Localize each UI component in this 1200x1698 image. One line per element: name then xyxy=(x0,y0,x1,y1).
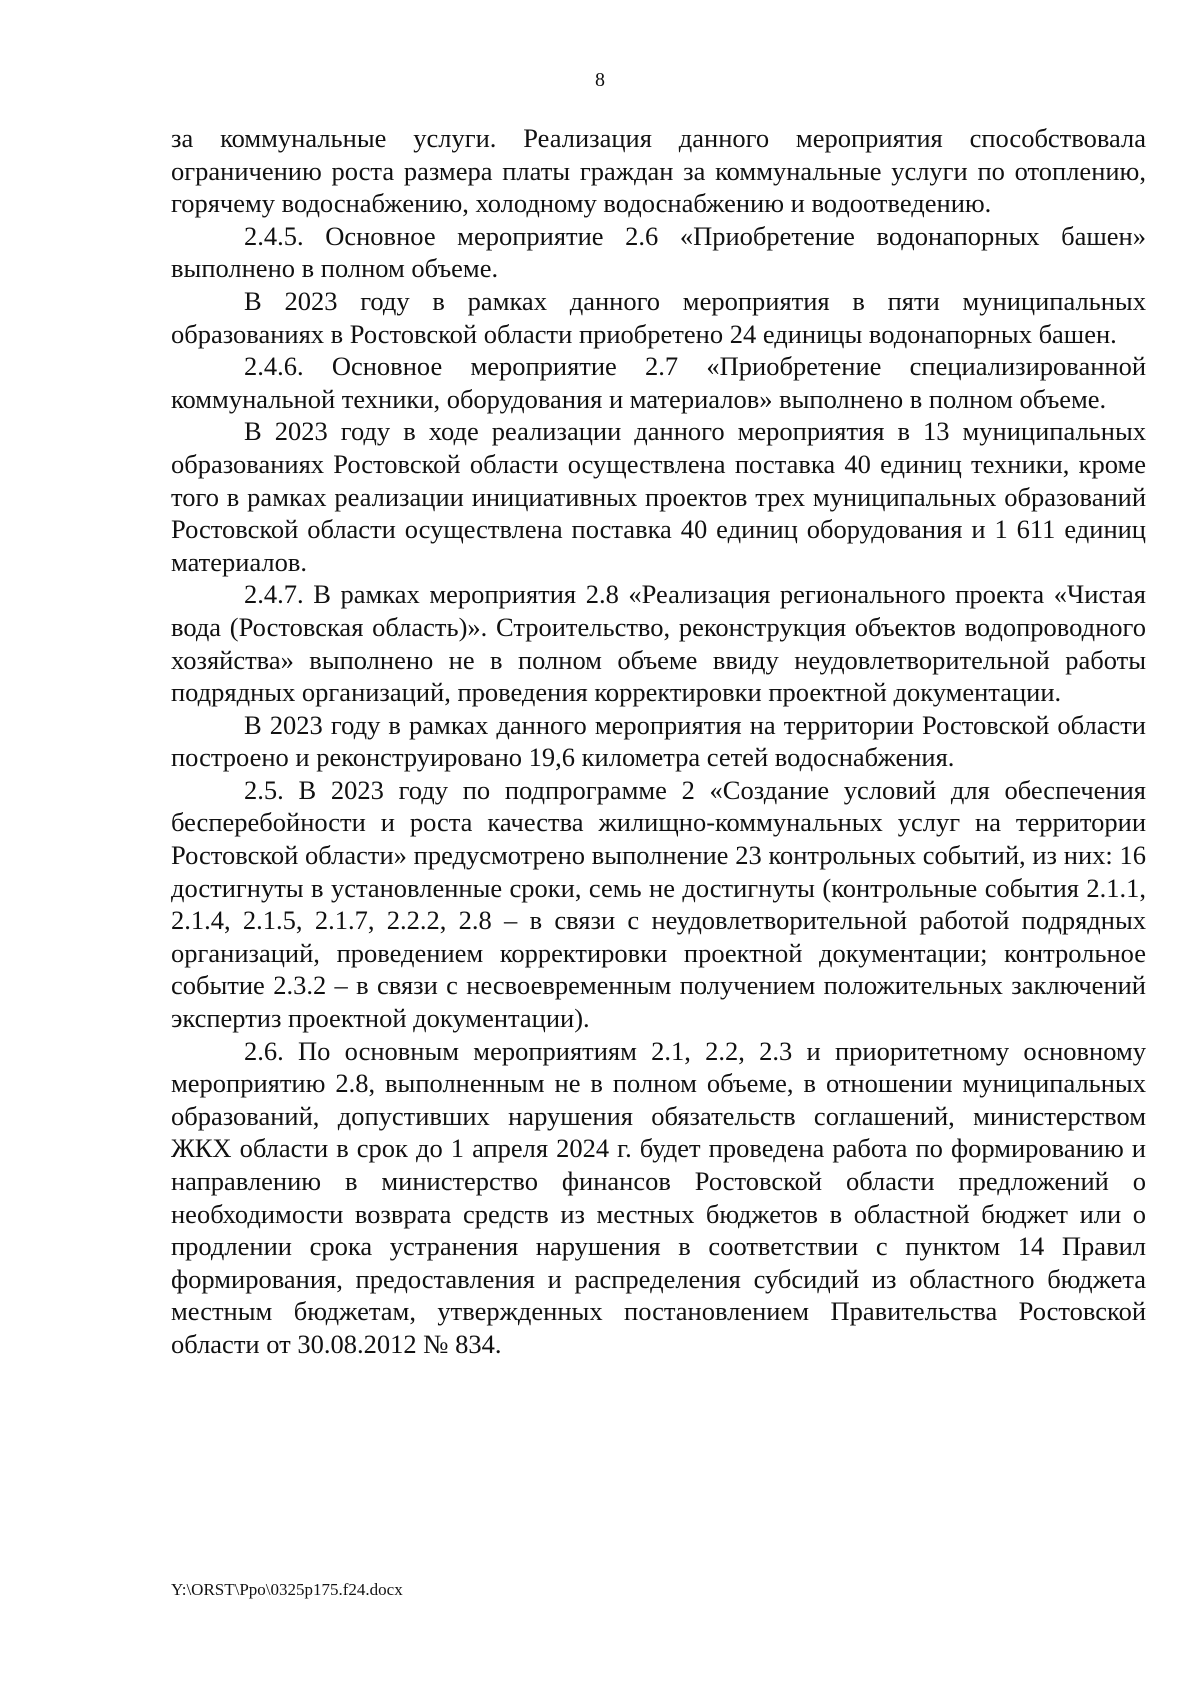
document-body xyxy=(171,122,1146,1361)
paragraph-2-4-5: 2.4.5. Основное мероприятие 2.6 «Приобретение водонапорных башен» выполнено в полном объеме. xyxy=(171,220,1146,284)
paragraph-2-4-7: 2.4.7. В рамках мероприятия 2.8 «Реализация регионального проекта «Чистая вода (Ростовская область)». Строительство, реконструкция объектов водопроводного хозяйства» выполнено не в полном объеме ввиду неудовлетворительной работы подрядных организаций, проведения корректировки проектной документации. xyxy=(171,579,1146,708)
paragraph-2-5: 2.5. В 2023 году по подпрограмме 2 «Создание условий для обеспечения бесперебойности и роста качества жилищно-коммунальных услуг на территории Ростовской области» предусмотрено выполнение 23 контрольных событий, из них: 16 достигнуты в установленные сроки, семь не достигнуты (контрольные события 2.1.1, 2.1.4, 2.1.5, 2.1.7, 2.2.2, 2.8 – в связи с неудовлетворительной работой подрядных организаций, проведением корректировки проектной документации; контрольное событие 2.3.2 – в связи с несвоевременным получением положительных заключений экспертиз проектной документации). xyxy=(171,774,1146,1034)
paragraph-2-4-6: 2.4.6. Основное мероприятие 2.7 «Приобретение специализированной коммунальной техники, оборудования и материалов» выполнено в полном объеме. xyxy=(171,351,1146,414)
paragraph-continuation: за коммунальные услуги. Реализация данного мероприятия способствовала ограничению роста размера платы граждан за коммунальные услуги по отоплению, горячему водоснабжению, холодному водоснабжению и водоотведению. xyxy=(171,123,1146,219)
paragraph-2-6: 2.6. По основным мероприятиям 2.1, 2.2, 2.3 и приоритетному основному мероприятию 2.8, выполненным не в полном объеме, в отношении муниципальных образований, допустивших нарушения обязательств соглашений, министерством ЖКХ области в срок до 1 апреля 2024 г. будет проведена работа по формированию и направлению в министерство финансов Ростовской области предложений о необходимости возврата средств из местных бюджетов в областной бюджет или о продлении срока устранения нарушения в соответствии с пунктом 14 Правил формирования, предоставления и распределения субсидий из областного бюджета местным бюджетам, утвержденных постановлением Правительства Ростовской области от 30.08.2012 № 834. xyxy=(171,1035,1146,1359)
footer-file-path: Y:\ORST\Ppo\0325p175.f24.docx xyxy=(171,1580,403,1599)
paragraph-2-4-5-detail: В 2023 году в рамках данного мероприятия в пяти муниципальных образованиях в Ростовской области приобретено 24 единицы водонапорных башен. xyxy=(171,285,1146,349)
page-number: 8 xyxy=(595,69,605,91)
paragraph-2-4-6-detail: В 2023 году в ходе реализации данного мероприятия в 13 муниципальных образованиях Ростовской области осуществлена поставка 40 единиц техники, кроме того в рамках реализации инициативных проектов трех муниципальных образований Ростовской области осуществлена поставка 40 единиц оборудования и 1 611 единиц материалов. xyxy=(171,416,1146,577)
paragraph-2-4-7-detail: В 2023 году в рамках данного мероприятия на территории Ростовской области построено и реконструировано 19,6 километра сетей водоснабжения. xyxy=(171,709,1146,773)
